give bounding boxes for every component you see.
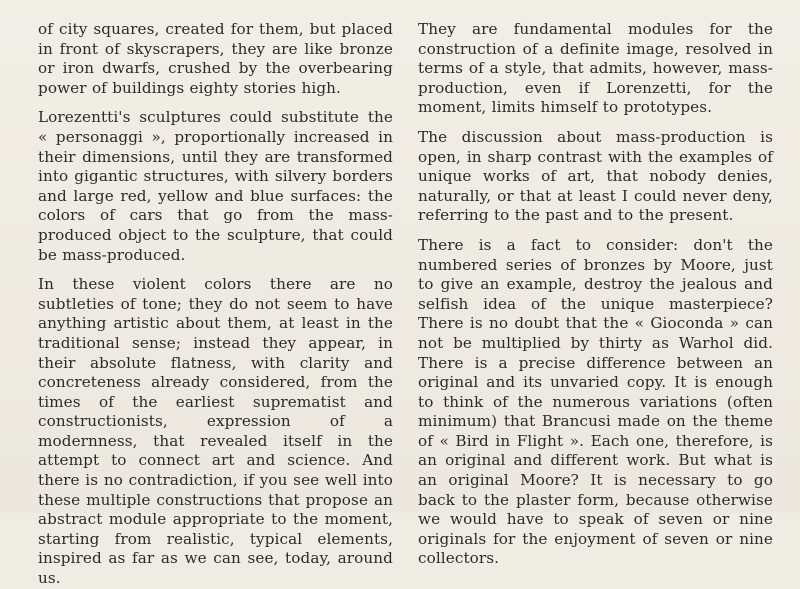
right-paragraph-2: The discussion about mass-production is open, in sharp contrast with the examples of unique works of art, that nobody denies, naturally, or that at least I could never deny, referring to the past and to the present. (418, 127, 773, 225)
right-column (418, 20, 773, 569)
right-paragraph-1: They are fundamental modules for the construction of a definite image, resolved in terms of a style, that admits, however, mass-production, even if Lorenzetti, for the moment, limits himself to prototypes. (418, 20, 773, 117)
right-paragraph-3: There is a fact to consider: don't the numbered series of bronzes by Moore, just to give an example, destroy the jealous and selfish idea of the unique masterpiece? There is no doubt that the « Gioconda » can not be multiplied by thirty as Warhol did. There is a precise difference between an original and its unvaried copy. It is enough to think of the numerous variations (often minimum) that Brancusi made on the theme of « Bird in Flight ». Each one, therefore, is an original and different work. But what is an original Moore? It is necessary to go back to the plaster form, because otherwise we would have to speak of seven or nine originals for the enjoyment of seven or nine collectors. (418, 235, 773, 568)
left-paragraph-1: of city squares, created for them, but placed in front of skyscrapers, they are like bronze or iron dwarfs, crushed by the overbearing power of buildings eighty stories high. (38, 20, 393, 97)
left-paragraph-3: In these violent colors there are no subtleties of tone; they do not seem to have anything artistic about them, at least in the traditional sense; instead they appear, in their absolute flatness, with clarity and concreteness already considered, from the times of the earliest suprematist and constructionists, expression of a modernness, that revealed itself in the attempt to connect art and science. And there is no contradiction, if you see well into these multiple constructions that propose an abstract module appropriate to the moment, starting from realistic, typical elements, inspired as far as we can see, today, around us. (38, 275, 393, 588)
left-column (38, 20, 393, 589)
left-paragraph-2: Lorezentti's sculptures could substitute the « personaggi », proportionally increased in their dimensions, until they are transformed into gigantic structures, with silvery borders and large red, yellow and blue surfaces: the colors of cars that go from the mass-produced object to the sculpture, that could be mass-produced. (38, 108, 393, 264)
